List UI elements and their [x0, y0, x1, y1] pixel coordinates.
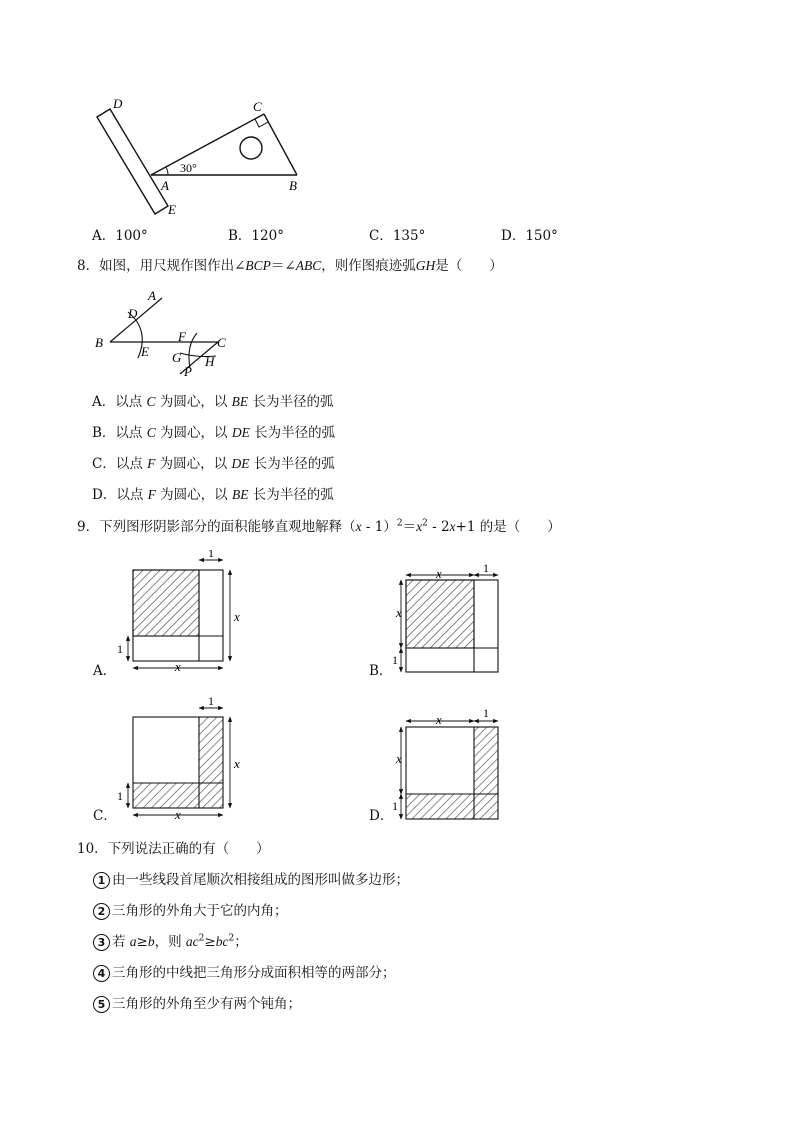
q9-option-c[interactable]: C． [93, 808, 117, 824]
label-h8: H [205, 354, 215, 369]
label-x-left: x [396, 605, 402, 620]
q9-option-d[interactable]: D． [369, 808, 394, 824]
q8-option-c[interactable]: C．以点 F 为圆心，以 DE 长为半径的弧 [92, 456, 335, 472]
hatch-bottom [406, 794, 498, 819]
label-g8: G [172, 350, 182, 365]
label-x-bottom: x [175, 659, 181, 674]
q8-option-b[interactable]: B．以点 C 为圆心，以 DE 长为半径的弧 [92, 425, 336, 441]
circled-number: 5 [93, 996, 110, 1013]
figure-9a [110, 550, 250, 680]
label-b8: B [95, 335, 103, 350]
label-p8: P [184, 364, 192, 379]
circled-number: 2 [93, 903, 110, 920]
label-angle: 30° [180, 161, 197, 175]
circled-number: 3 [93, 934, 110, 951]
q10-item-2[interactable]: 2 三角形的外角大于它的内角； [93, 902, 288, 920]
label-1-top: 1 [208, 694, 214, 708]
hatch-bottom [133, 783, 223, 808]
q10-item-4[interactable]: 4 三角形的中线把三角形分成面积相等的两部分； [93, 964, 396, 982]
label-f8: F [178, 329, 186, 344]
figure-9b [390, 558, 510, 678]
figure-compass-construction [88, 285, 238, 380]
label-d: D [113, 96, 123, 111]
square-x [406, 580, 474, 648]
label-c8: C [217, 335, 226, 350]
label-1-left: 1 [117, 642, 123, 656]
label-x-bottom: x [175, 807, 181, 822]
label-1-top: 1 [208, 550, 214, 560]
label-e8: E [141, 344, 149, 359]
q8-stem: 8．如图，用尺规作图作出∠BCP＝∠ABC，则作图痕迹弧GH是（ ） [77, 258, 503, 274]
q9-stem: 9．下列图形阴影部分的面积能够直观地解释$(x - 1)^2=x^2 - 2x+1$ 的是（ ） [77, 518, 561, 535]
figure-ruler-triangle [88, 90, 318, 225]
ruler-shape [97, 109, 168, 214]
label-c: C [253, 99, 262, 114]
q10-item-3[interactable]: 3 若 a≥b，则 $ac^2\ge bc^2$； [93, 933, 248, 951]
label-d8: D [128, 306, 138, 321]
angle-arc [166, 167, 168, 175]
label-1-top: 1 [483, 561, 489, 575]
circled-number: 1 [93, 872, 110, 889]
label-1-top: 1 [483, 706, 489, 720]
label-1-left: 1 [392, 653, 398, 667]
figure-9c [110, 694, 250, 824]
q8-option-d[interactable]: D．以点 F 为圆心，以 BE 长为半径的弧 [92, 487, 334, 503]
q7-option-a[interactable]: A．100° [92, 228, 148, 244]
q10-stem: 10．下列说法正确的有（ ） [77, 841, 270, 857]
right-angle-mark [255, 119, 268, 127]
label-1-left: 1 [117, 789, 123, 803]
label-x-right: x [234, 609, 240, 624]
square-x [133, 570, 199, 636]
q10-item-5[interactable]: 5 三角形的外角至少有两个钝角； [93, 995, 301, 1013]
figure-9d [390, 703, 510, 823]
label-x-top: x [436, 566, 442, 581]
q8-option-a[interactable]: A．以点 C 为圆心，以 BE 长为半径的弧 [92, 394, 334, 410]
q9-option-b[interactable]: B． [369, 663, 393, 679]
label-b: B [289, 178, 297, 193]
q7-option-d[interactable]: D．150° [501, 228, 558, 244]
side-cb [264, 114, 297, 175]
label-a: A [161, 178, 169, 193]
q7-option-b[interactable]: B．120° [228, 228, 284, 244]
side-ac [151, 114, 264, 175]
q9-option-a[interactable]: A． [93, 663, 117, 679]
label-x-top: x [436, 712, 442, 727]
label-x-right: x [234, 756, 240, 771]
label-a8: A [148, 288, 156, 303]
q7-option-c[interactable]: C．135° [369, 228, 426, 244]
label-e: E [168, 202, 176, 217]
label-1-left: 1 [392, 799, 398, 813]
label-x-left: x [396, 751, 402, 766]
triangle-hole [240, 137, 262, 159]
q10-item-1[interactable]: 1 由一些线段首尾顺次相接组成的图形叫做多边形； [93, 871, 409, 889]
circled-number: 4 [93, 965, 110, 982]
